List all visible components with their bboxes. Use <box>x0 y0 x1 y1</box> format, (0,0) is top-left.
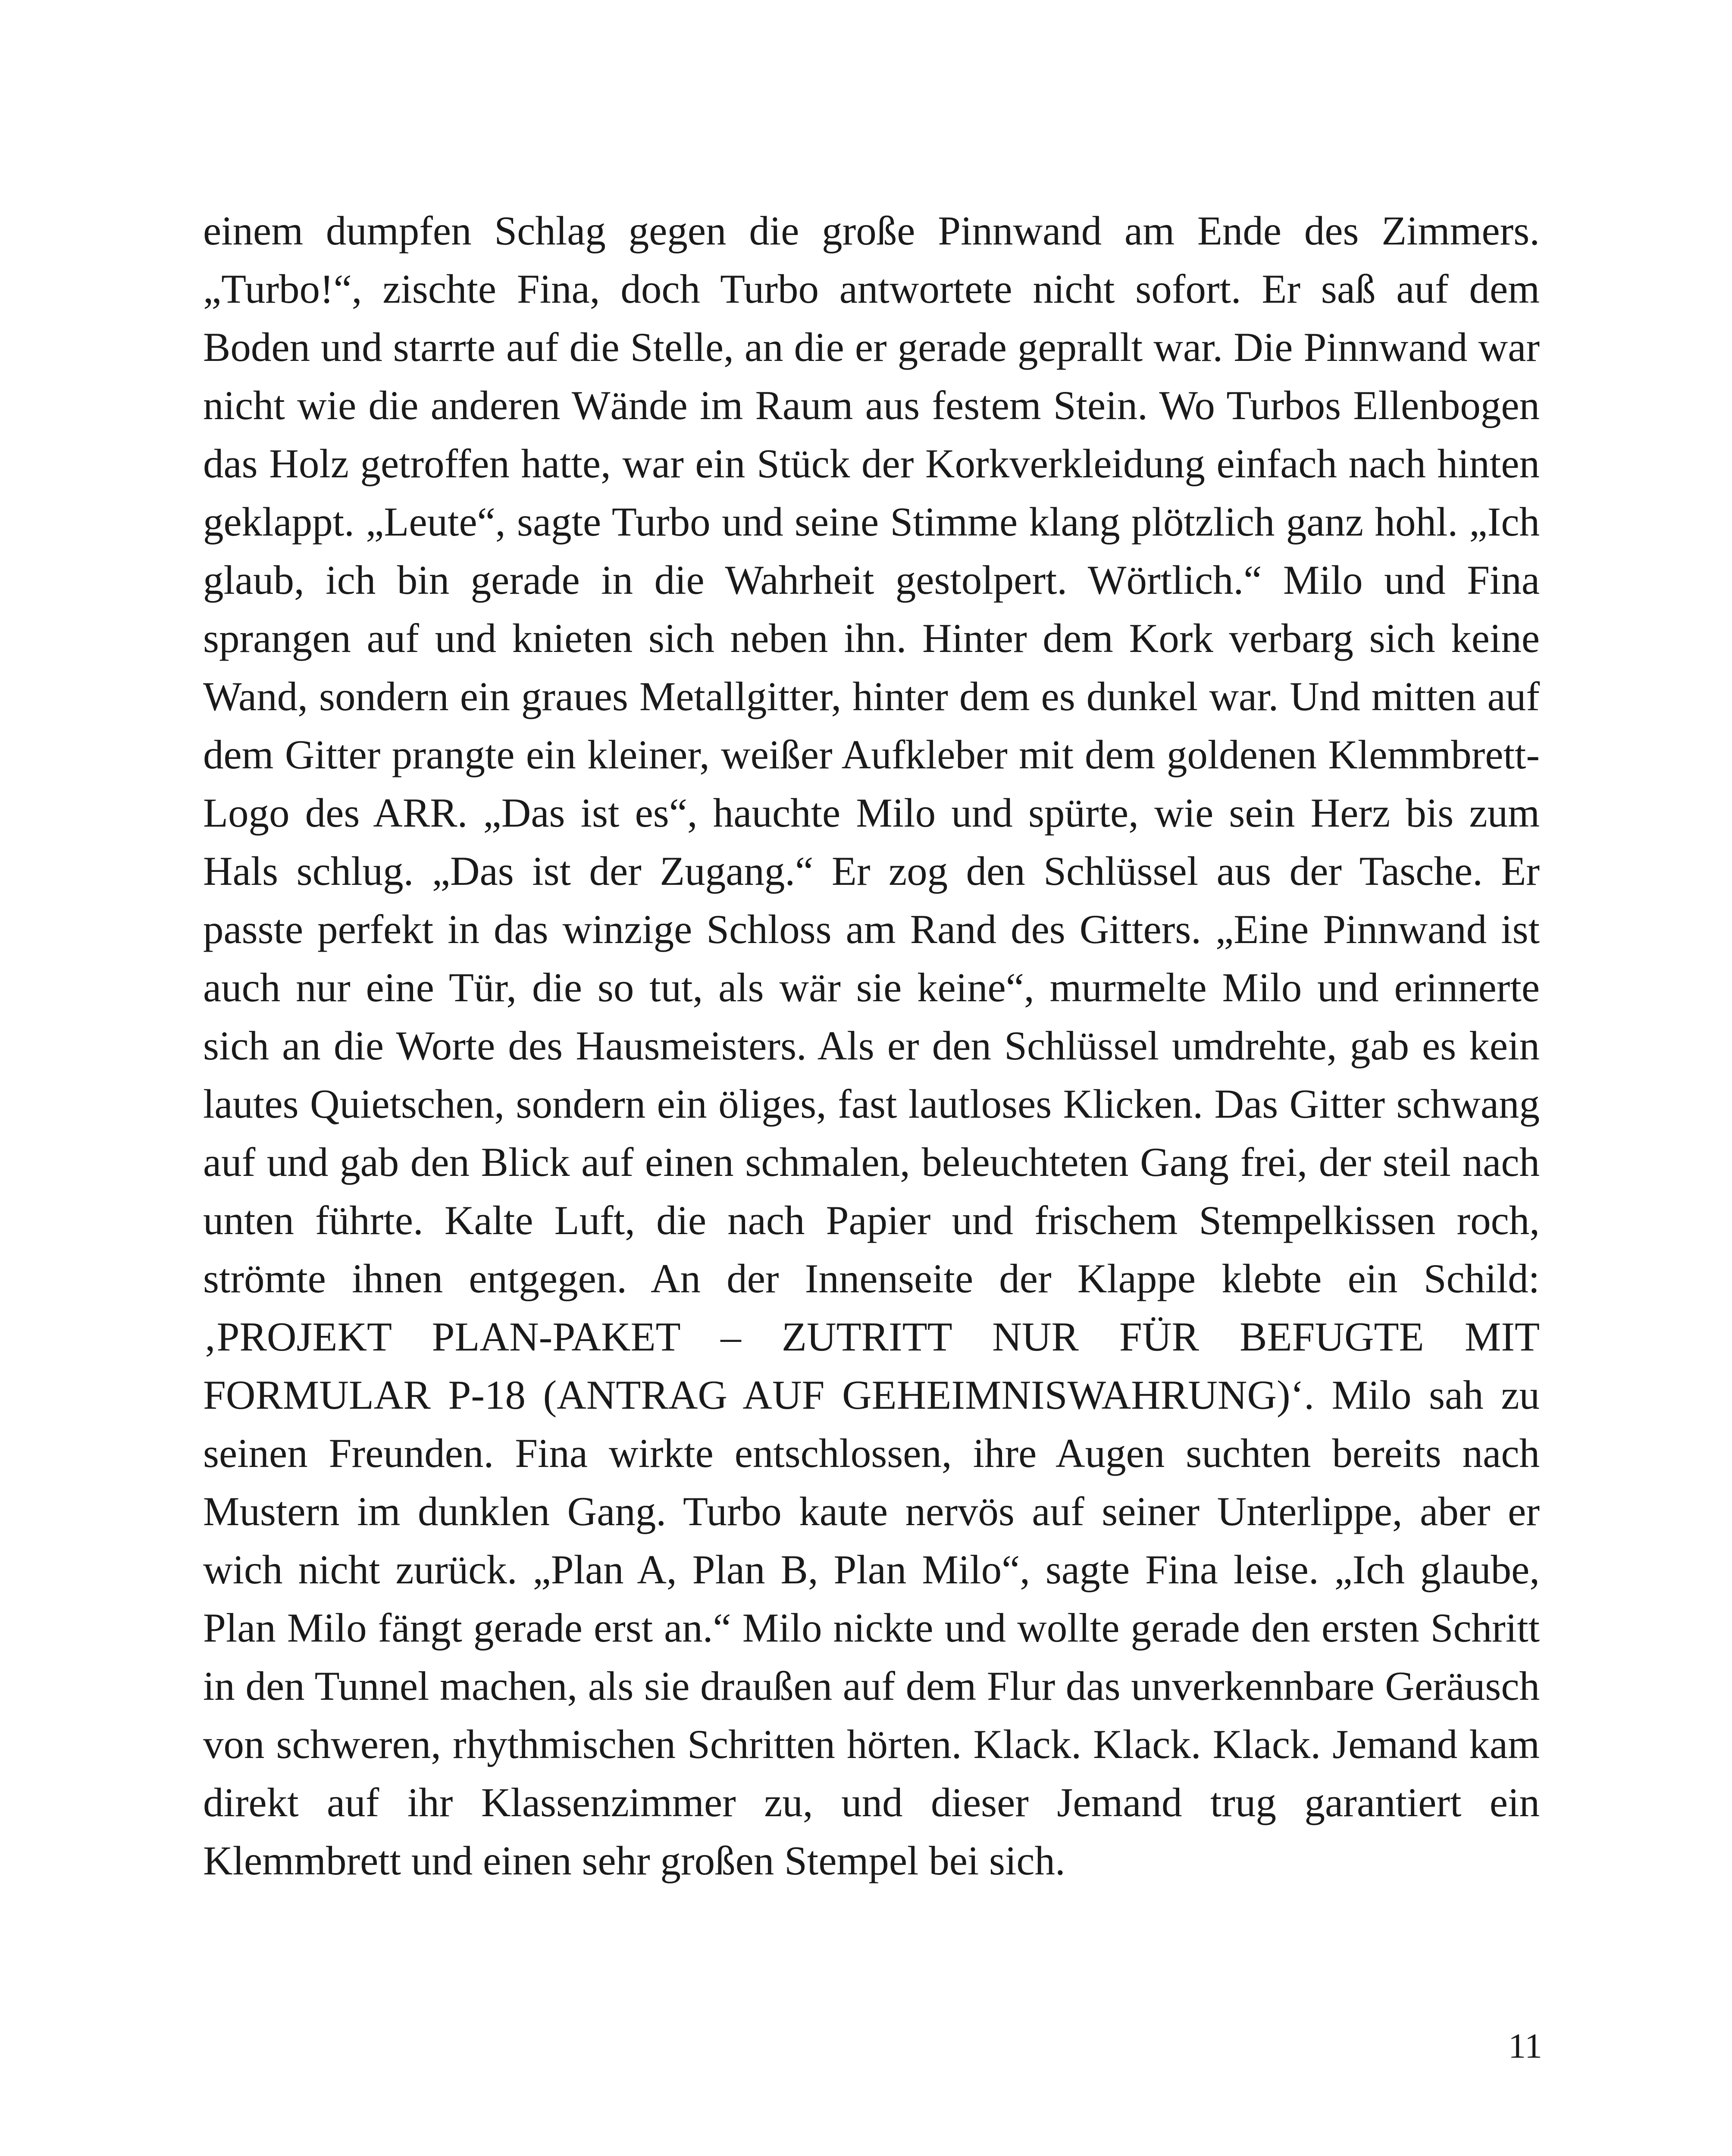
body-paragraph: einem dumpfen Schlag gegen die große Pinnwand am Ende des Zimmers. „Turbo!“, zischte Fina, doch Turbo antwortete nicht sofort. Er saß auf dem Boden und starrte auf die Stelle, an die er gerade geprallt war. Die Pinnwand war nicht wie die anderen Wände im Raum aus festem Stein. Wo Turbos Ellenbogen das Holz getroffen hatte, war ein Stück der Korkverkleidung einfach nach hinten geklappt. „Leute“, sagte Turbo und seine Stimme klang plötzlich ganz hohl. „Ich glaub, ich bin gerade in die Wahrheit gestolpert. Wörtlich.“ Milo und Fina sprangen auf und knieten sich neben ihn. Hinter dem Kork verbarg sich keine Wand, sondern ein graues Metallgitter, hinter dem es dunkel war. Und mitten auf dem Gitter prangte ein kleiner, weißer Aufkleber mit dem goldenen Klemmbrett-Logo des ARR. „Das ist es“, hauchte Milo und spürte, wie sein Herz bis zum Hals schlug. „Das ist der Zugang.“ Er zog den Schlüssel aus der Tasche. Er passte perfekt in das winzige Schloss am Rand des Gitters. „Eine Pinnwand ist auch nur eine Tür, die so tut, als wär sie keine“, murmelte Milo und erinnerte sich an die Worte des Hausmeisters. Als er den Schlüssel umdrehte, gab es kein lautes Quietschen, sondern ein öliges, fast lautloses Klicken. Das Gitter schwang auf und gab den Blick auf einen schmalen, beleuchteten Gang frei, der steil nach unten führte. Kalte Luft, die nach Papier und frischem Stempelkissen roch, strömte ihnen entgegen. An der Innenseite der Klappe klebte ein Schild: ‚PROJEKT PLAN-PAKET – ZUTRITT NUR FÜR BEFUGTE MIT FORMULAR P-18 (ANTRAG AUF GEHEIMNISWAHRUNG)‘. Milo sah zu seinen Freunden. Fina wirkte entschlossen, ihre Augen suchten bereits nach Mustern im dunklen Gang. Turbo kaute nervös auf seiner Unterlippe, aber er wich nicht zurück. „Plan A, Plan B, Plan Milo“, sagte Fina leise. „Ich glaube, Plan Milo fängt gerade erst an.“ Milo nickte und wollte gerade den ersten Schritt in den Tunnel machen, als sie draußen auf dem Flur das unverkennbare Geräusch von schweren, rhythmischen Schritten hörten. Klack. Klack. Klack. Jemand kam direkt auf ihr Klassenzimmer zu, und dieser Jemand trug garantiert ein Klemmbrett und einen sehr großen Stempel bei sich. <box>203 208 1540 1883</box>
page-number: 11 <box>1508 2026 1542 2065</box>
